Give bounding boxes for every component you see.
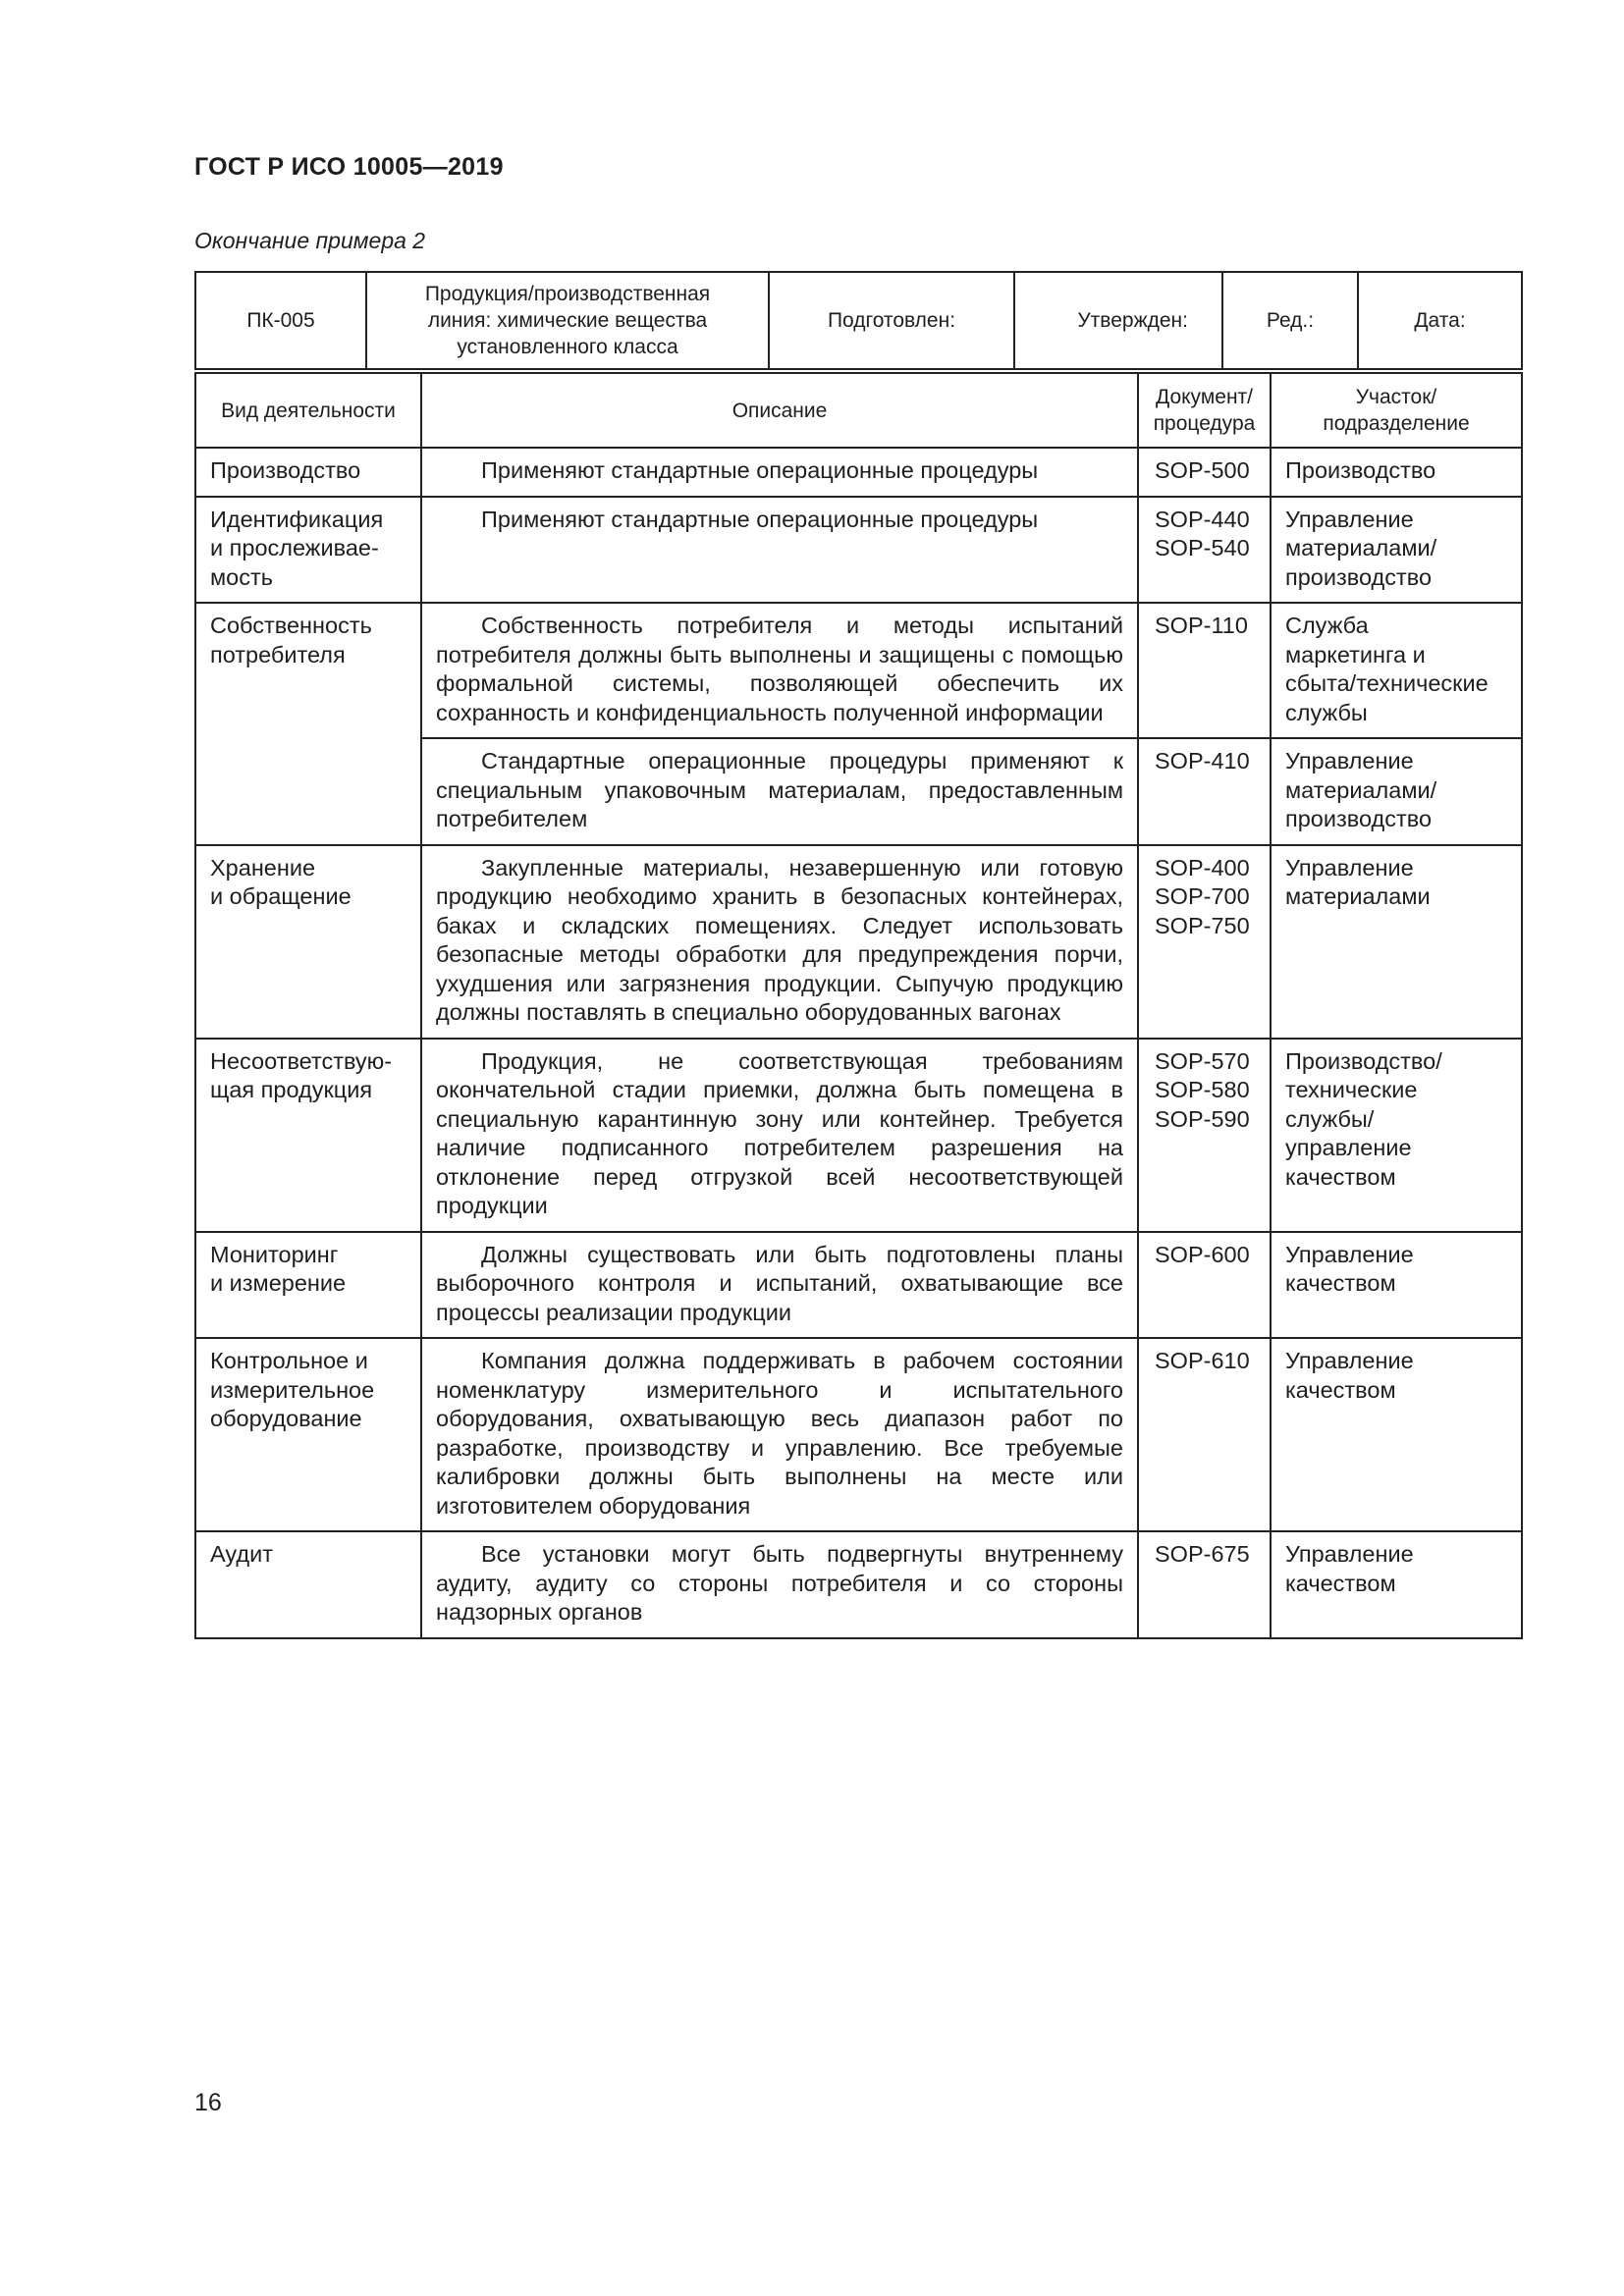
description-cell: Все установки могут быть подвергнуты внутреннему аудиту, аудиту со стороны потребителя и со стороны надзорных органов [421,1531,1138,1638]
table-row [195,1039,1522,1232]
product-line-text: Продукция/производственная [424,283,711,305]
table-row [195,497,1522,604]
unit-cell: Служба маркетинга и сбыта/технические службы [1271,603,1522,738]
description-cell: Закупленные материалы, незавершенную или готовую продукцию необходимо хранить в безопасных контейнерах, баках и складских помещениях. Следует использовать безопасные методы обработки для предупреждения порчи, ухудшения или загрязнения продукции. Сыпучую продукцию должны поставлять в специально оборудованных вагонах [421,845,1138,1039]
description-cell: Собственность потребителя и методы испытаний потребителя должны быть выполнены и защищены с помощью формальной системы, позволяющей обеспечить их сохранность и конфиденциальность полученной информации [421,603,1138,738]
document-cell: SOP-675 [1138,1531,1271,1638]
activity-cell: Контрольное и измерительное оборудование [195,1338,421,1531]
activity-cell: Аудит [195,1531,421,1638]
document-cell: SOP-400 SOP-700 SOP-750 [1138,845,1271,1039]
product-line-text: линия: химические вещества [427,309,708,332]
unit-cell: Управление качеством [1271,1531,1522,1638]
table-row [195,1232,1522,1339]
header-revision-cell: Ред.: [1222,272,1358,369]
column-header-unit: Участок/ подразделение [1271,373,1522,448]
activity-table [194,372,1523,1639]
table-row [195,603,1522,738]
activity-cell: Производство [195,448,421,497]
table-row [195,1531,1522,1638]
document-cell: SOP-110 [1138,603,1271,738]
unit-cell: Управление материалами/ производство [1271,497,1522,604]
header-prepared-cell: Подготовлен: [769,272,1014,369]
table-row [195,845,1522,1039]
description-cell: Применяют стандартные операционные процедуры [421,497,1138,604]
header-code-cell: ПК-005 [195,272,366,369]
page-number: 16 [194,2089,222,2116]
unit-cell: Управление материалами [1271,845,1522,1039]
example-caption: Окончание примера 2 [194,228,426,253]
unit-cell: Управление качеством [1271,1338,1522,1531]
unit-cell: Производство [1271,448,1522,497]
unit-cell: Управление материалами/ производство [1271,738,1522,845]
table-row [195,738,1522,845]
description-cell: Применяют стандартные операционные процедуры [421,448,1138,497]
activity-cell: Собственность потребителя [195,603,421,738]
document-cell: SOP-500 [1138,448,1271,497]
document-cell: SOP-410 [1138,738,1271,845]
activity-cell [195,738,421,845]
header-product-line-cell [366,272,769,369]
description-cell: Компания должна поддерживать в рабочем состоянии номенклатуру измерительного и испытательного оборудования, охватывающую весь диапазон работ по разработке, производству и управлению. Все требуемые калибровки должны быть выполнены на месте или изготовителем оборудования [421,1338,1138,1531]
document-cell: SOP-600 [1138,1232,1271,1339]
table-row [195,448,1522,497]
description-cell: Продукция, не соответствующая требованиям окончательной стадии приемки, должна быть помещена в специальную карантинную зону или контейнер. Требуется наличие подписанного потребителем разрешения на отклонение перед отгрузкой всей несоответствующей продукции [421,1039,1138,1232]
header-table [194,271,1523,370]
header-date-cell: Дата: [1358,272,1522,369]
column-header-description: Описание [421,373,1138,448]
description-cell: Стандартные операционные процедуры применяют к специальным упаковочным материалам, предоставленным потребителем [421,738,1138,845]
column-header-document: Документ/ процедура [1138,373,1271,448]
column-header-activity: Вид деятельности [195,373,421,448]
description-cell: Должны существовать или быть подготовлены планы выборочного контроля и испытаний, охватывающие все процессы реализации продукции [421,1232,1138,1339]
product-line-text: установленного класса [457,336,678,358]
unit-cell: Производство/ технические службы/ управление качеством [1271,1039,1522,1232]
activity-cell: Мониторинг и измерение [195,1232,421,1339]
document-header: ГОСТ Р ИСО 10005—2019 [194,153,504,181]
document-cell: SOP-610 [1138,1338,1271,1531]
header-approved-cell: Утвержден: [1014,272,1222,369]
activity-cell: Хранение и обращение [195,845,421,1039]
document-cell: SOP-440 SOP-540 [1138,497,1271,604]
column-header-row [195,373,1522,448]
activity-cell: Несоответствую- щая продукция [195,1039,421,1232]
document-cell: SOP-570 SOP-580 SOP-590 [1138,1039,1271,1232]
unit-cell: Управление качеством [1271,1232,1522,1339]
activity-cell: Идентификация и прослеживае- мость [195,497,421,604]
table-row [195,1338,1522,1531]
